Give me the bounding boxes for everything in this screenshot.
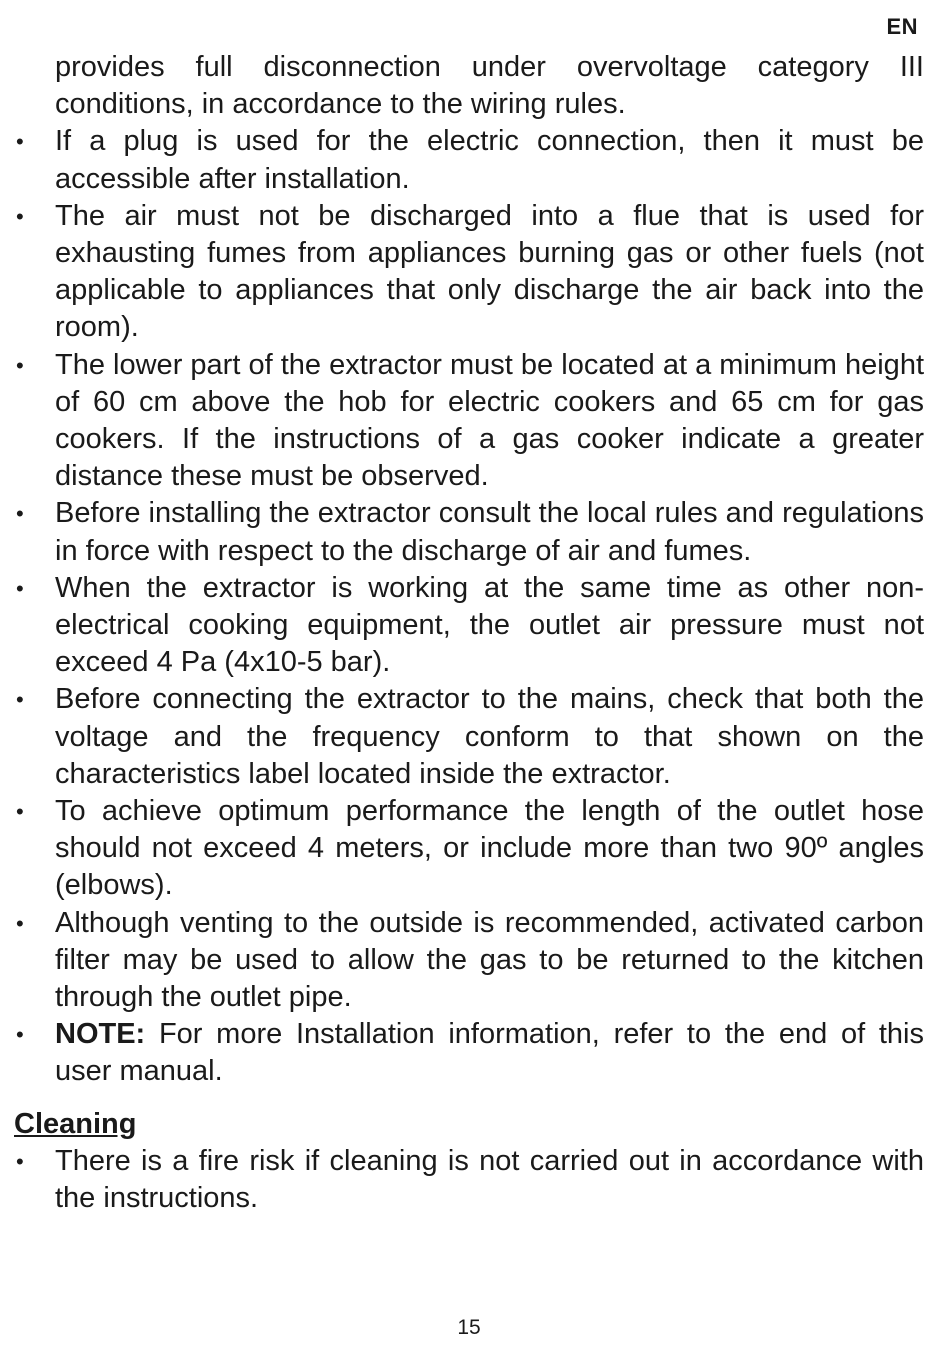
bullet-icon: •	[16, 129, 24, 155]
bullet-icon: •	[16, 1022, 24, 1048]
bullet-item	[14, 793, 924, 905]
bullet-text: There is a fire risk if cleaning is not carried out in accordance with the instructions.	[55, 1144, 924, 1214]
bullet-text: Before installing the extractor consult the local rules and regulations in force with respect to the discharge of air and fumes.	[55, 497, 924, 567]
note-text: For more Installation information, refer to the end of this user manual.	[55, 1018, 924, 1088]
bullet-item	[14, 495, 924, 569]
bullet-text: Before connecting the extractor to the mains, check that both the voltage and the frequency conform to that shown on the characteristics label located inside the extractor.	[55, 683, 924, 790]
bullet-text: If a plug is used for the electric connection, then it must be accessible after installation.	[55, 125, 924, 195]
bullet-icon: •	[16, 352, 24, 378]
bullet-icon: •	[16, 501, 24, 527]
document-body	[14, 49, 924, 1217]
bullet-icon: •	[16, 910, 24, 936]
bullet-item	[14, 681, 924, 793]
note-text-wrapper	[55, 1016, 924, 1090]
page-number: 15	[457, 1316, 481, 1339]
language-label: EN	[886, 14, 918, 39]
bullet-item	[14, 123, 924, 197]
note-label: NOTE:	[55, 1018, 146, 1051]
bullet-icon: •	[16, 575, 24, 601]
continuation-paragraph: provides full disconnection under overvoltage category III conditions, in accordance to the wiring rules.	[55, 51, 924, 121]
bullet-item	[14, 347, 924, 496]
bullet-text: Although venting to the outside is recommended, activated carbon filter may be used to allow the gas to be returned to the kitchen through the outlet pipe.	[55, 906, 924, 1014]
cleaning-heading: Cleaning	[14, 1107, 137, 1140]
bullet-text: The air must not be discharged into a flue that is used for exhausting fumes from appliances burning gas or other fuels (not applicable to appliances that only discharge the air back into the room).	[55, 199, 924, 344]
bullet-item	[14, 1143, 924, 1217]
bullet-text: The lower part of the extractor must be located at a minimum height of 60 cm above the hob for electric cookers and 65 cm for gas cookers. If the instructions of a gas cooker indicate a greater distance these must be observed.	[55, 348, 924, 493]
bullet-icon: •	[16, 1148, 24, 1174]
bullet-icon: •	[16, 687, 24, 713]
bullet-icon: •	[16, 203, 24, 229]
bullet-text: To achieve optimum performance the length of the outlet hose should not exceed 4 meters, or include more than two 90º angles (elbows).	[55, 795, 924, 902]
bullet-text: When the extractor is working at the same time as other non-electrical cooking equipment, the outlet air pressure must not exceed 4 Pa (4x10-5 bar).	[55, 571, 924, 679]
bullet-item	[14, 198, 924, 347]
bullet-item	[14, 570, 924, 682]
bullet-icon: •	[16, 799, 24, 825]
bullet-item	[14, 905, 924, 1017]
note-item	[14, 1016, 924, 1090]
